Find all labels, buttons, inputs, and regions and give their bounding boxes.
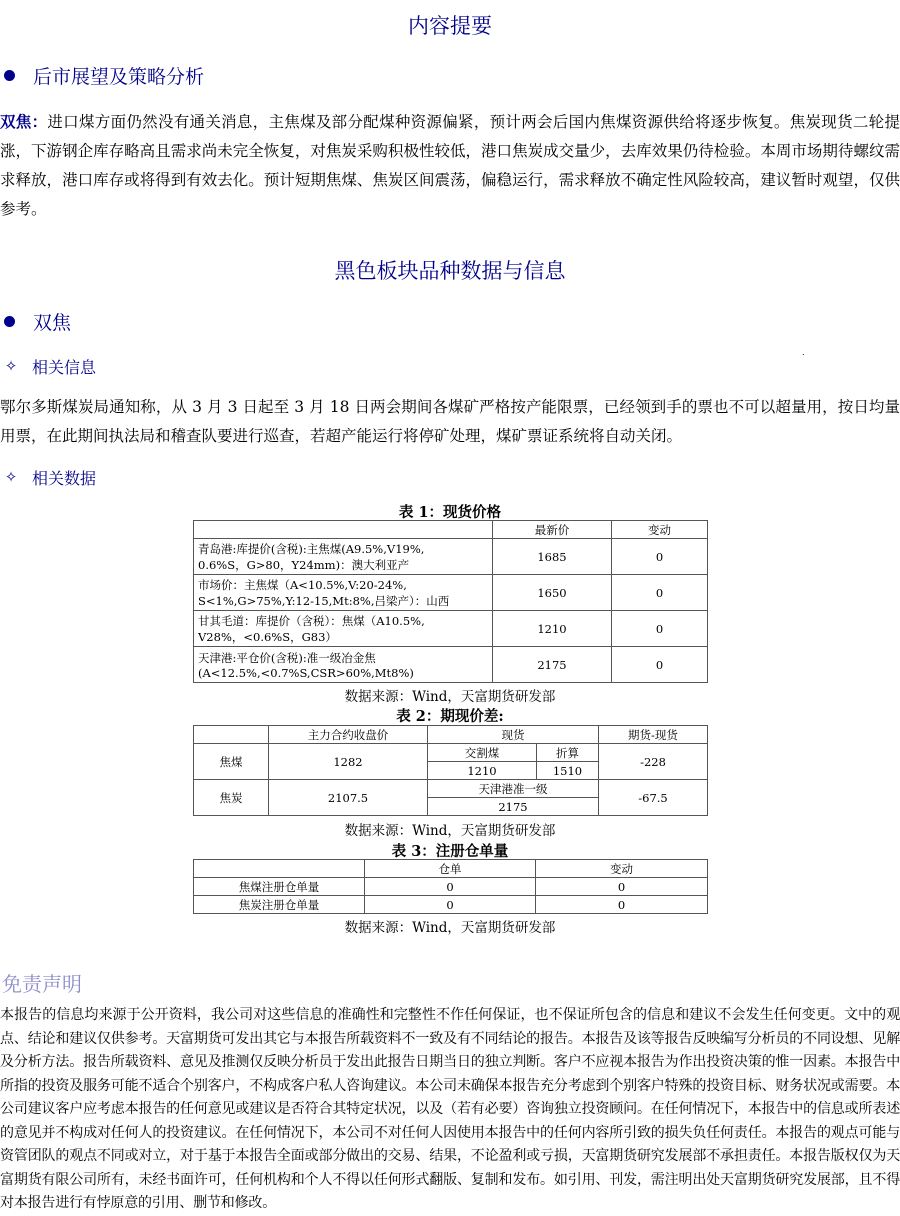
- product-line: 0.6%S，G>80，Y24mm)：澳大利亚产: [198, 557, 410, 572]
- disclaimer-title: 免责声明: [2, 972, 82, 996]
- header-cell: [194, 521, 493, 539]
- table-row: [194, 647, 708, 683]
- strategy-heading: [4, 62, 204, 88]
- spot-value-cell: 1510: [537, 762, 599, 780]
- info-paragraph: 鄂尔多斯煤炭局通知称，从 3 月 3 日起至 3 月 18 日两会期间各煤矿严格按产能限票，已经领到手的票也不可以超量用，按日均量用票，在此期间执法局和稽查队要进行巡查，若超产能运行将停矿处理，煤矿票证系统将自动关闭。: [0, 398, 900, 445]
- coke-coal-heading: [4, 308, 71, 334]
- change-cell: 0: [612, 539, 708, 575]
- bullet-dot-icon: [4, 316, 15, 327]
- product-line: V28%，<0.6%S，G83）: [198, 629, 337, 644]
- product-cell: [194, 539, 493, 575]
- related-data-label: 相关数据: [32, 468, 97, 488]
- table-header-row: [194, 521, 708, 539]
- header-cell: 变动: [536, 860, 708, 878]
- header-cell: 变动: [612, 521, 708, 539]
- header-cell: 期货-现货: [599, 726, 708, 744]
- product-cell: [194, 611, 493, 647]
- product-line: 天津港:平仓价(含税):准一级冶金焦: [198, 650, 376, 665]
- product-cell: [194, 647, 493, 683]
- data-section-title: 黑色板块品种数据与信息: [334, 259, 566, 283]
- table-row: [194, 878, 708, 896]
- basis-table: [193, 725, 708, 816]
- basis-cell: -228: [599, 744, 708, 780]
- warehouse-receipt-table: [193, 859, 708, 914]
- stray-mark: .: [802, 348, 805, 357]
- table-row: [194, 539, 708, 575]
- product-line: (A<12.5%,<0.7%S,CSR>60%,Mt8%): [198, 665, 414, 680]
- table-row: [194, 611, 708, 647]
- header-cell: [194, 726, 269, 744]
- basis-cell: -67.5: [599, 780, 708, 816]
- product-line: 甘其毛道：库提价（含税）：焦煤（A10.5%,: [198, 613, 425, 628]
- product-cell: 焦煤: [194, 744, 269, 780]
- spot-subheader-cell: 交割煤: [428, 744, 537, 762]
- change-cell: 0: [612, 647, 708, 683]
- table3-source: 数据来源：Wind，天富期货研发部: [344, 920, 556, 936]
- strategy-body: 进口煤方面仍然没有通关消息，主焦煤及部分配煤种资源偏紧，预计两会后国内焦煤资源供给将逐步恢复。焦炭现货二轮提涨，下游钢企库存略高且需求尚未完全恢复，对焦炭采购积极性较低，港口焦炭成交量少，去库效果仍待检验。本周市场期待螺纹需求释放，港口库存或将得到有效去化。预计短期焦煤、焦炭区间震荡，偏稳运行，需求释放不确定性风险较高，建议暂时观望，仅供参考。: [0, 113, 900, 218]
- strategy-paragraph: [0, 107, 900, 224]
- table-row: [194, 744, 708, 762]
- diamond-bullet-icon: ✧: [4, 468, 18, 486]
- related-info-heading: [4, 355, 96, 377]
- bullet-dot-icon: [4, 70, 15, 81]
- header-cell: 现货: [428, 726, 599, 744]
- price-cell: 1650: [493, 575, 612, 611]
- table-row: [194, 780, 708, 798]
- summary-title: 内容提要: [408, 14, 492, 38]
- header-cell: 仓单: [365, 860, 536, 878]
- disclaimer-body: 本报告的信息均来源于公开资料，我公司对这些信息的准确性和完整性不作任何保证，也不保证所包含的信息和建议不会发生任何变更。文中的观点、结论和建议仅供参考。天富期货可发出其它与本报告所载资料不一致及有不同结论的报告。本报告及该等报告反映编写分析员的不同设想、见解及分析方法。报告所载资料、意见及推测仅反映分析员于发出此报告日期当日的独立判断。客户不应视本报告为作出投资决策的惟一因素。本报告中所指的投资及服务可能不适合个别客户，不构成客户私人咨询建议。本公司未确保本报告充分考虑到个别客户特殊的投资目标、财务状况或需要。本公司建议客户应考虑本报告的任何意见或建议是否符合其特定状况，以及（若有必要）咨询独立投资顾问。在任何情况下，本报告中的信息或所表述的意见并不构成对任何人的投资建议。在任何情况下，本公司不对任何人因使用本报告中的任何内容所引致的损失负任何责任。本报告的观点可能与资管团队的观点不同或对立，对于基于本报告全面或部分做出的交易、结果，不论盈利或亏损，天富期货研究发展部不承担责任。本报告版权仅为天富期货有限公司所有，未经书面许可，任何机构和个人不得以任何形式翻版、复制和发布。如引用、刊发，需注明出处天富期货研究发展部，且不得对本报告进行有悖原意的引用、删节和修改。: [0, 1007, 900, 1211]
- table1-title: 表 1：现货价格: [398, 504, 502, 521]
- strategy-heading-label: 后市展望及策略分析: [33, 65, 205, 88]
- table1-source: 数据来源：Wind，天富期货研发部: [344, 689, 556, 705]
- close-cell: 1282: [269, 744, 428, 780]
- table-header-row: [194, 726, 708, 744]
- spot-price-table: [193, 520, 708, 683]
- spot-subheader-cell: 天津港准一级: [428, 780, 599, 798]
- spot-value-cell: 1210: [428, 762, 537, 780]
- product-cell: [194, 575, 493, 611]
- product-cell: 焦炭: [194, 780, 269, 816]
- change-cell: 0: [612, 575, 708, 611]
- header-cell: 主力合约收盘价: [269, 726, 428, 744]
- product-line: 市场价：主焦煤（A<10.5%,V:20-24%,: [198, 577, 407, 592]
- table2-title: 表 2：期现价差:: [396, 708, 504, 725]
- strategy-lead-label: 双焦：: [0, 112, 48, 131]
- coke-coal-heading-label: 双焦: [33, 311, 72, 334]
- price-cell: 2175: [493, 647, 612, 683]
- spot-value-cell: 2175: [428, 798, 599, 816]
- table2-source: 数据来源：Wind，天富期货研发部: [344, 823, 556, 839]
- receipt-change-cell: 0: [536, 878, 708, 896]
- receipt-qty-cell: 0: [365, 878, 536, 896]
- receipt-qty-cell: 0: [365, 896, 536, 914]
- table-header-row: [194, 860, 708, 878]
- close-cell: 2107.5: [269, 780, 428, 816]
- table-row: [194, 896, 708, 914]
- product-line: S<1%,G>75%,Y:12-15,Mt:8%,吕梁产）：山西: [198, 593, 450, 608]
- change-cell: 0: [612, 611, 708, 647]
- header-cell: [194, 860, 365, 878]
- receipt-name-cell: 焦炭注册仓单量: [194, 896, 365, 914]
- diamond-bullet-icon: ✧: [4, 357, 18, 375]
- receipt-change-cell: 0: [536, 896, 708, 914]
- price-cell: 1685: [493, 539, 612, 575]
- product-line: 青岛港:库提价(含税):主焦煤(A9.5%,V19%,: [198, 541, 425, 556]
- table-row: [194, 575, 708, 611]
- header-cell: 最新价: [493, 521, 612, 539]
- spot-subheader-cell: 折算: [537, 744, 599, 762]
- related-info-label: 相关信息: [32, 357, 97, 377]
- receipt-name-cell: 焦煤注册仓单量: [194, 878, 365, 896]
- price-cell: 1210: [493, 611, 612, 647]
- related-data-heading: [4, 466, 96, 488]
- table3-title: 表 3：注册仓单量: [391, 843, 509, 860]
